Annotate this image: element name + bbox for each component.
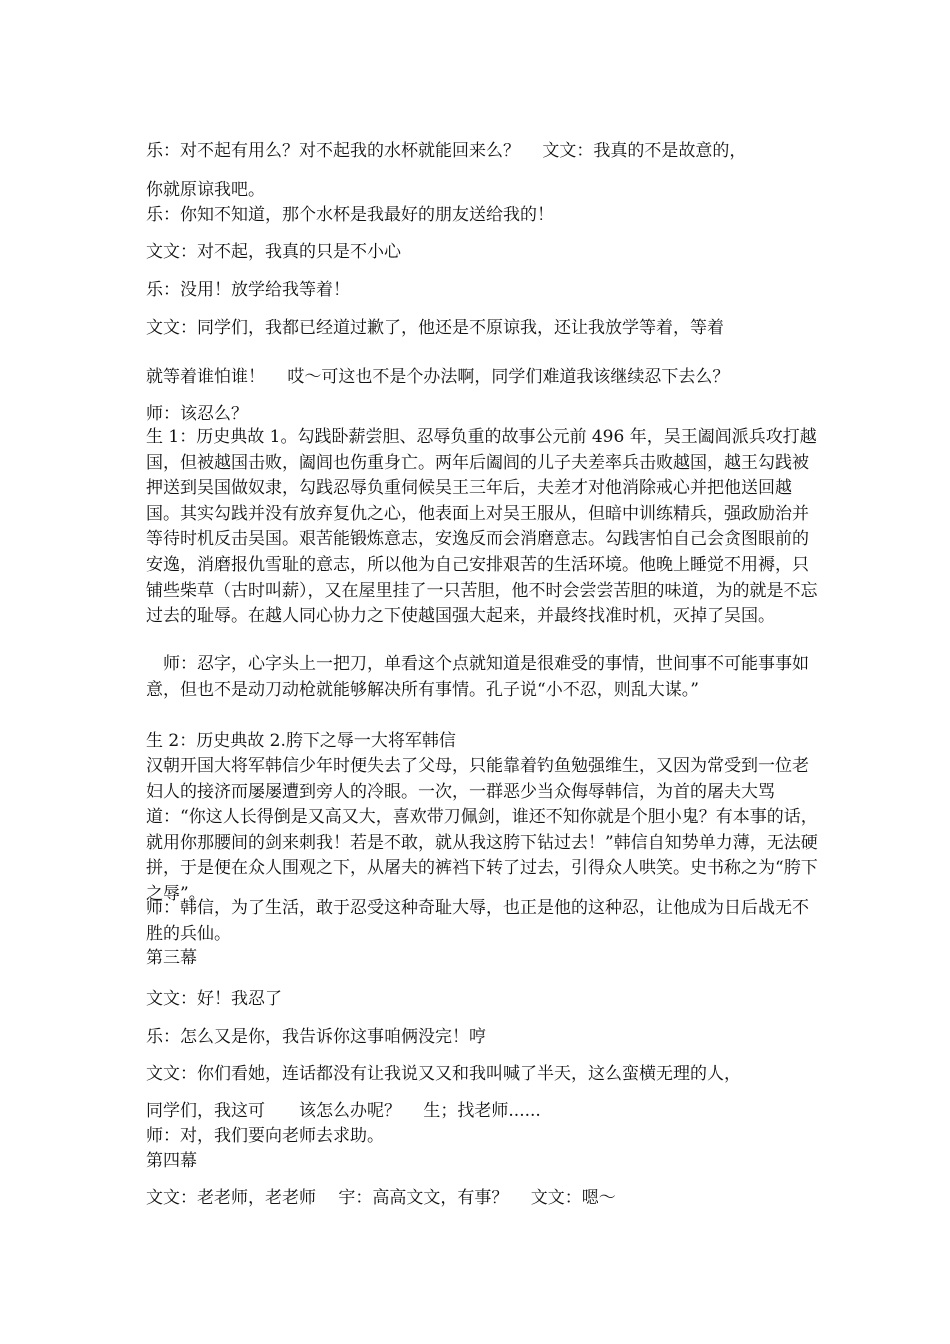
dialogue-line: 文文：你们看她，连话都没有让我说又又和我叫喊了半天，这么蛮横无理的人， [146, 1064, 741, 1084]
act-heading: 第四幕 [146, 1151, 197, 1171]
dialogue-line: 乐：你知不知道，那个水杯是我最好的朋友送给我的！ [146, 205, 554, 225]
dialogue-line: 你就原谅我吧。 [146, 180, 265, 200]
story-paragraph: 生 1：历史典故 1。勾践卧薪尝胆、忍辱负重的故事公元前 496 年，吴王阖闾派兵攻打越国，但被越国击败，阖闾也伤重身亡。两年后阖闾的儿子夫差率兵击败越国，越王勾践被押送到吴国做奴隶，勾践忍辱负重伺候吴王三年后，夫差才对他消除戒心并把他送回越国。其实勾践并没有放弃复仇之心，他表面上对吴王服从，但暗中训练精兵，强政励治并等待时机反击吴国。艰苦能锻炼意志，安逸反而会消磨意志。勾践害怕自己会贪图眼前的安逸，消磨报仇雪耻的意志，所以他为自己安排艰苦的生活环境。他晚上睡觉不用褥，只铺些柴草（古时叫薪），又在屋里挂了一只苦胆，他不时会尝尝苦胆的味道，为的就是不忘过去的耻辱。在越人同心协力之下使越国强大起来，并最终找准时机，灭掉了吴国。 [146, 427, 818, 627]
dialogue-line: 乐：怎么又是你，我告诉你这事咱俩没完！哼 [146, 1027, 486, 1047]
dialogue-line: 文文：对不起，我真的只是不小心 [146, 242, 401, 262]
dialogue-line: 文文：同学们，我都已经道过歉了，他还是不原谅我，还让我放学等着，等着 [146, 318, 724, 338]
teacher-comment: 师：忍字，心字头上一把刀，单看这个点就知道是很难受的事情，世间事不可能事事如意，但也不是动刀动枪就能够解决所有事情。孔子说“小不忍，则乱大谋。” [146, 654, 809, 700]
dialogue-line: 师：该忍么？ [146, 404, 248, 424]
act-heading: 第三幕 [146, 948, 197, 968]
story-heading: 生 2：历史典故 2.胯下之辱一大将军韩信 [146, 731, 456, 751]
dialogue-line: 乐：没用！放学给我等着！ [146, 280, 350, 300]
dialogue-line: 文文：好！我忍了 [146, 989, 282, 1009]
dialogue-line: 同学们，我这可 该怎么办呢？ 生；找老师...... [146, 1101, 541, 1121]
dialogue-line: 就等着谁怕谁！ 哎～可这也不是个办法啊，同学们难道我该继续忍下去么？ [146, 367, 730, 387]
story-paragraph: 汉朝开国大将军韩信少年时便失去了父母，只能靠着钓鱼勉强维生，又因为常受到一位老妇人的接济而屡屡遭到旁人的冷眼。一次，一群恶少当众侮辱韩信，为首的屠夫大骂道：“你这人长得倒是又高又大，喜欢带刀佩剑，谁还不知你就是个胆小鬼？有本事的话，就用你那腰间的剑来刺我！若是不敢，就从我这胯下钻过去！”韩信自知势单力薄，无法硬拼，于是便在众人围观之下，从屠夫的裤裆下转了过去，引得众人哄笑。史书称之为“胯下之辱”。 [146, 756, 818, 904]
dialogue-line: 乐：对不起有用么？对不起我的水杯就能回来么？ 文文：我真的不是故意的， [146, 141, 747, 161]
dialogue-line: 师：对，我们要向老师去求助。 [146, 1126, 384, 1146]
dialogue-line: 文文：老老师，老老师 宇：高高文文，有事？ 文文：嗯～ [146, 1188, 616, 1208]
teacher-comment: 师：韩信，为了生活，敢于忍受这种奇耻大辱，也正是他的这种忍，让他成为日后战无不胜的兵仙。 [146, 898, 809, 944]
